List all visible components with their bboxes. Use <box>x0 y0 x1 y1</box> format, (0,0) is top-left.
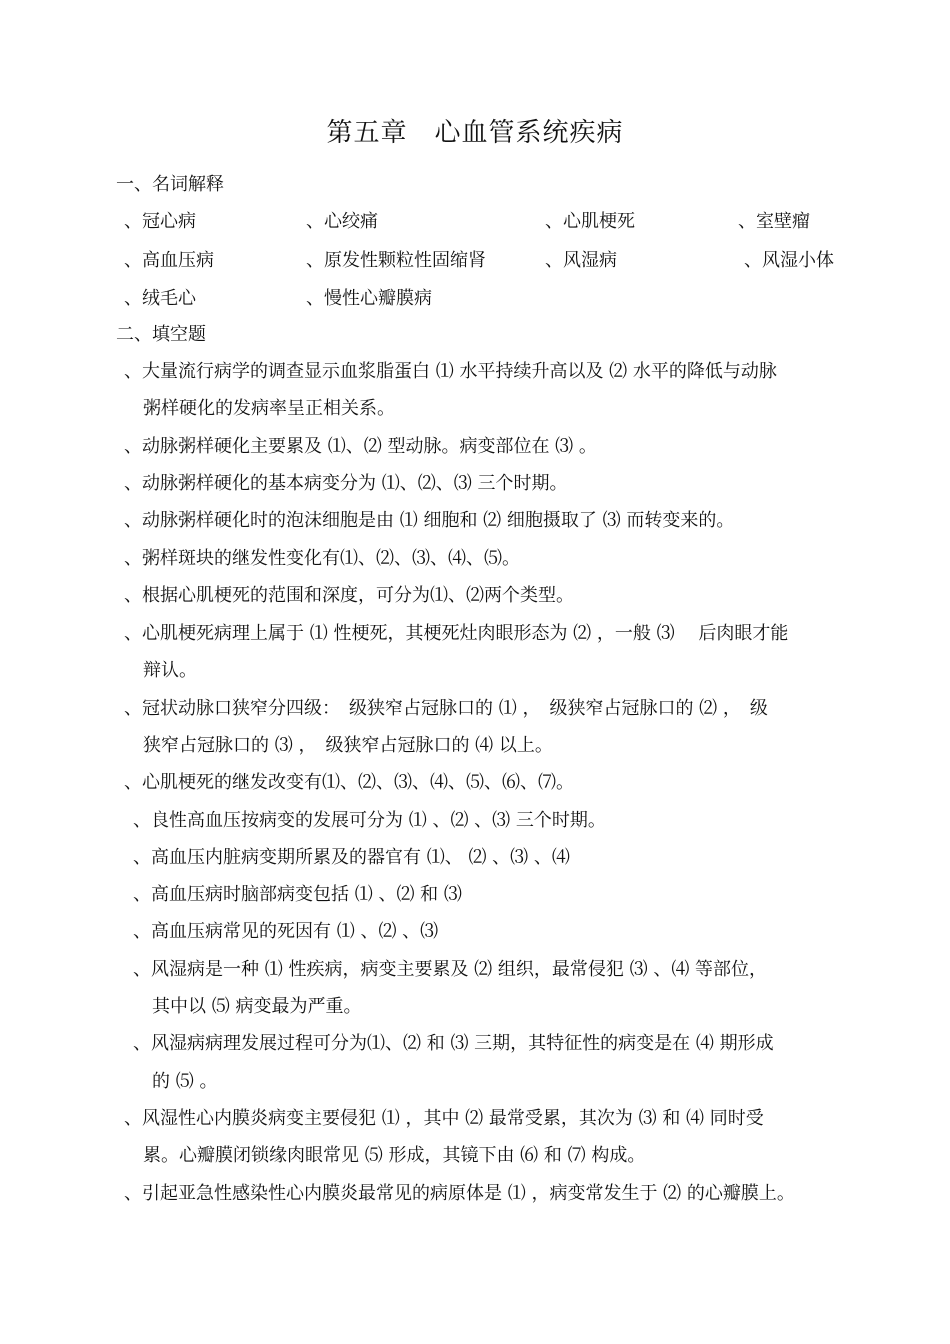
question-continuation: 粥样硬化的发病率呈正相关系。 <box>143 398 395 419</box>
question-item: 、大量流行病学的调查显示血浆脂蛋白 ⑴ 水平持续升高以及 ⑵ 水平的降低与动脉 <box>124 361 777 382</box>
question-item: 、高血压病时脑部病变包括 ⑴ 、⑵ 和 ⑶ <box>133 884 462 905</box>
question-item: 、冠状动脉口狭窄分四级： 级狭窄占冠脉口的 ⑴ ， 级狭窄占冠脉口的 ⑵ ， 级 <box>124 698 768 719</box>
question-item: 、动脉粥样硬化时的泡沫细胞是由 ⑴ 细胞和 ⑵ 细胞摄取了 ⑶ 而转变来的。 <box>124 510 735 531</box>
question-continuation: 的 ⑸ 。 <box>152 1071 218 1092</box>
question-item: 、粥样斑块的继发性变化有⑴、⑵、⑶、⑷、⑸。 <box>124 548 520 569</box>
term-item: 、心肌梗死 <box>545 211 635 232</box>
question-item: 、良性高血压按病变的发展可分为 ⑴ 、⑵ 、⑶ 三个时期。 <box>133 810 606 831</box>
section-heading-definitions: 一、名词解释 <box>116 174 224 195</box>
question-continuation: 辩认。 <box>143 660 197 681</box>
term-item: 、风湿病 <box>545 250 617 271</box>
term-item: 、风湿小体 <box>744 250 834 271</box>
question-continuation: 其中以 ⑸ 病变最为严重。 <box>152 996 362 1017</box>
term-item: 、高血压病 <box>124 250 214 271</box>
term-item: 、心绞痛 <box>306 211 378 232</box>
question-continuation: 累。心瓣膜闭锁缘肉眼常见 ⑸ 形成，其镜下由 ⑹ 和 ⑺ 构成。 <box>143 1145 646 1166</box>
section-heading-fill-blank: 二、填空题 <box>116 324 206 345</box>
question-continuation: 狭窄占冠脉口的 ⑶ ， 级狭窄占冠脉口的 ⑷ 以上。 <box>143 735 553 756</box>
question-item: 、动脉粥样硬化的基本病变分为 ⑴、⑵、⑶ 三个时期。 <box>124 473 568 494</box>
question-item: 、风湿性心内膜炎病变主要侵犯 ⑴ ，其中 ⑵ 最常受累，其次为 ⑶ 和 ⑷ 同时受 <box>124 1108 764 1129</box>
question-item: 、风湿病是一种 ⑴ 性疾病，病变主要累及 ⑵ 组织，最常侵犯 ⑶ 、⑷ 等部位， <box>133 959 768 980</box>
term-item: 、慢性心瓣膜病 <box>306 288 432 309</box>
question-item: 、高血压病常见的死因有 ⑴ 、⑵ 、⑶ <box>133 921 439 942</box>
question-item: 、风湿病病理发展过程可分为⑴、⑵ 和 ⑶ 三期，其特征性的病变是在 ⑷ 期形成 <box>133 1033 774 1054</box>
question-item: 、高血压内脏病变期所累及的器官有 ⑴、 ⑵ 、⑶ 、⑷ <box>133 847 570 868</box>
question-item: 、引起亚急性感染性心内膜炎最常见的病原体是 ⑴ ，病变常发生于 ⑵ 的心瓣膜上。 <box>124 1183 795 1204</box>
term-item: 、冠心病 <box>124 211 196 232</box>
question-item: 、心肌梗死的继发改变有⑴、⑵、⑶、⑷、⑸、⑹、⑺。 <box>124 772 574 793</box>
question-item: 、动脉粥样硬化主要累及 ⑴、⑵ 型动脉。病变部位在 ⑶ 。 <box>124 436 597 457</box>
term-item: 、原发性颗粒性固缩肾 <box>306 250 486 271</box>
question-item: 、心肌梗死病理上属于 ⑴ 性梗死，其梗死灶肉眼形态为 ⑵ ，一般 ⑶ 后肉眼才能 <box>124 623 789 644</box>
term-item: 、绒毛心 <box>124 288 196 309</box>
term-item: 、室壁瘤 <box>738 211 810 232</box>
page-title: 第五章 心血管系统疾病 <box>326 118 624 148</box>
question-item: 、根据心肌梗死的范围和深度，可分为⑴、⑵两个类型。 <box>124 585 574 606</box>
